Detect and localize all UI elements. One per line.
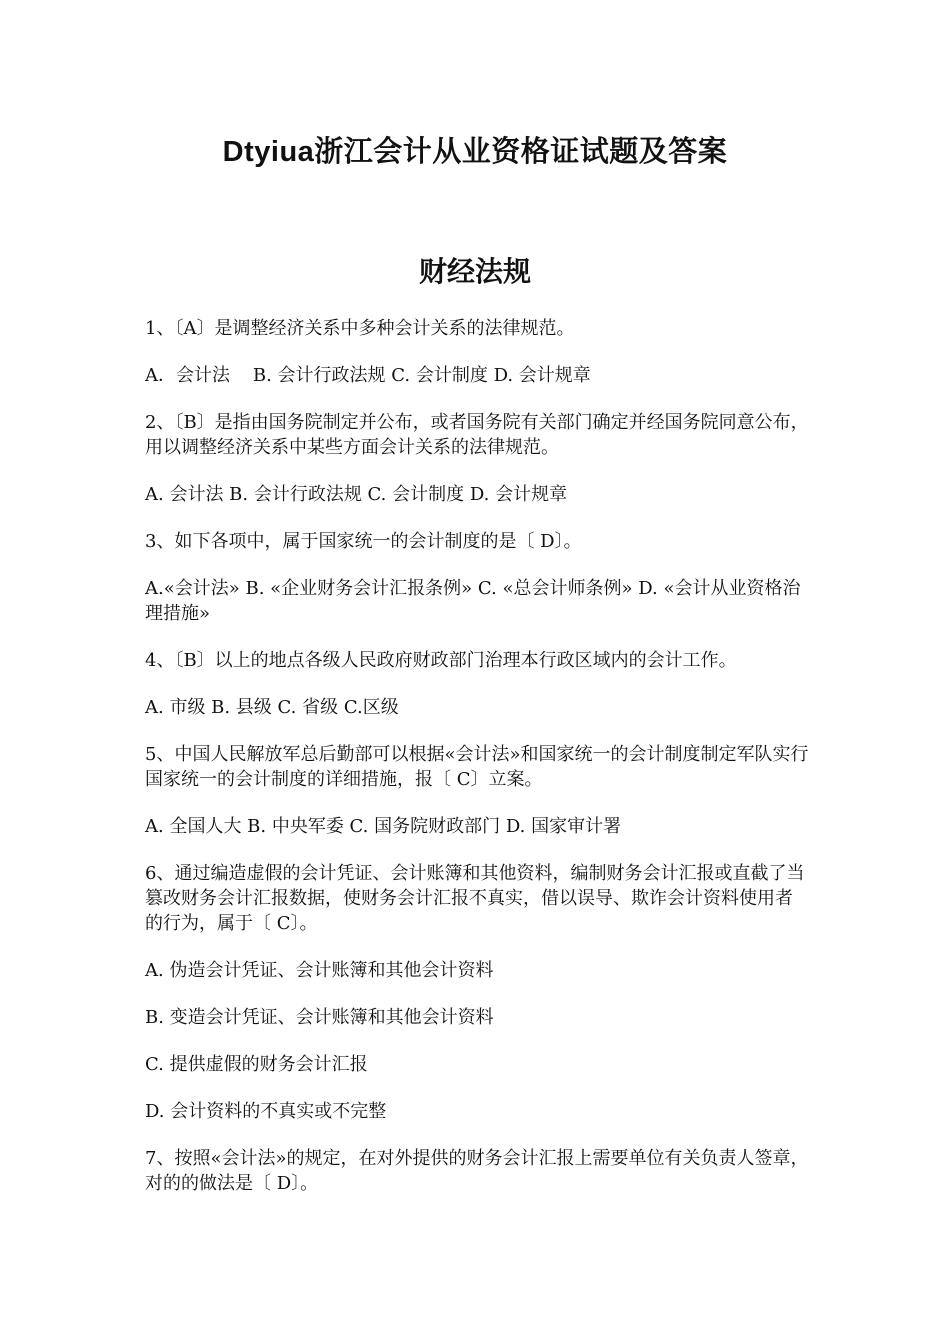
question-6-option-c: C. 提供虚假的财务会计汇报 bbox=[145, 1054, 368, 1075]
question-4: 4、〔B〕以上的地点各级人民政府财政部门治理本行政区域内的会计工作。 bbox=[145, 650, 737, 671]
question-2-options: A. 会计法 B. 会计行政法规 C. 会计制度 D. 会计规章 bbox=[145, 484, 568, 505]
question-3: 3、如下各项中，属于国家统一的会计制度的是〔 D〕。 bbox=[145, 531, 582, 552]
question-4-options: A. 市级 B. 县级 C. 省级 C.区级 bbox=[145, 697, 399, 718]
question-2: 2、〔B〕是指由国务院制定并公布，或者国务院有关部门确定并经国务院同意公布，用以调整经济关系中某些方面会计关系的法律规范。 bbox=[145, 412, 809, 458]
question-7: 7、按照«会计法»的规定，在对外提供的财务会计汇报上需要单位有关负责人签章，对的的做法是〔 D〕。 bbox=[145, 1148, 809, 1194]
question-5-options: A. 全国人大 B. 中央军委 C. 国务院财政部门 D. 国家审计署 bbox=[145, 816, 622, 837]
document-title: Dtyiua浙江会计从业资格证试题及答案 bbox=[222, 136, 728, 168]
question-6-option-d: D. 会计资料的不真实或不完整 bbox=[145, 1101, 387, 1122]
question-5: 5、中国人民解放军总后勤部可以根据«会计法»和国家统一的会计制度制定军队实行国家统一的会计制度的详细措施，报〔 C〕立案。 bbox=[145, 744, 809, 790]
question-3-options: A.«会计法» B. «企业财务会计汇报条例» C. «总会计师条例» D. «会计从业资格治理措施» bbox=[145, 578, 801, 624]
question-6: 6、通过编造虚假的会计凭证、会计账簿和其他资料，编制财务会计汇报或直截了当篡改财务会计汇报数据，使财务会计汇报不真实，借以误导、欺诈会计资料使用者的行为，属于〔 C〕。 bbox=[145, 863, 805, 934]
question-1: 1、〔A〕是调整经济关系中多种会计关系的法律规范。 bbox=[145, 318, 575, 339]
question-6-option-b: B. 变造会计凭证、会计账簿和其他会计资料 bbox=[145, 1007, 494, 1028]
section-title: 财经法规 bbox=[418, 256, 531, 287]
question-1-options: A．会计法 B. 会计行政法规 C. 会计制度 D. 会计规章 bbox=[145, 365, 591, 386]
document-body bbox=[145, 316, 810, 1218]
question-6-option-a: A. 伪造会计凭证、会计账簿和其他会计资料 bbox=[145, 960, 494, 981]
